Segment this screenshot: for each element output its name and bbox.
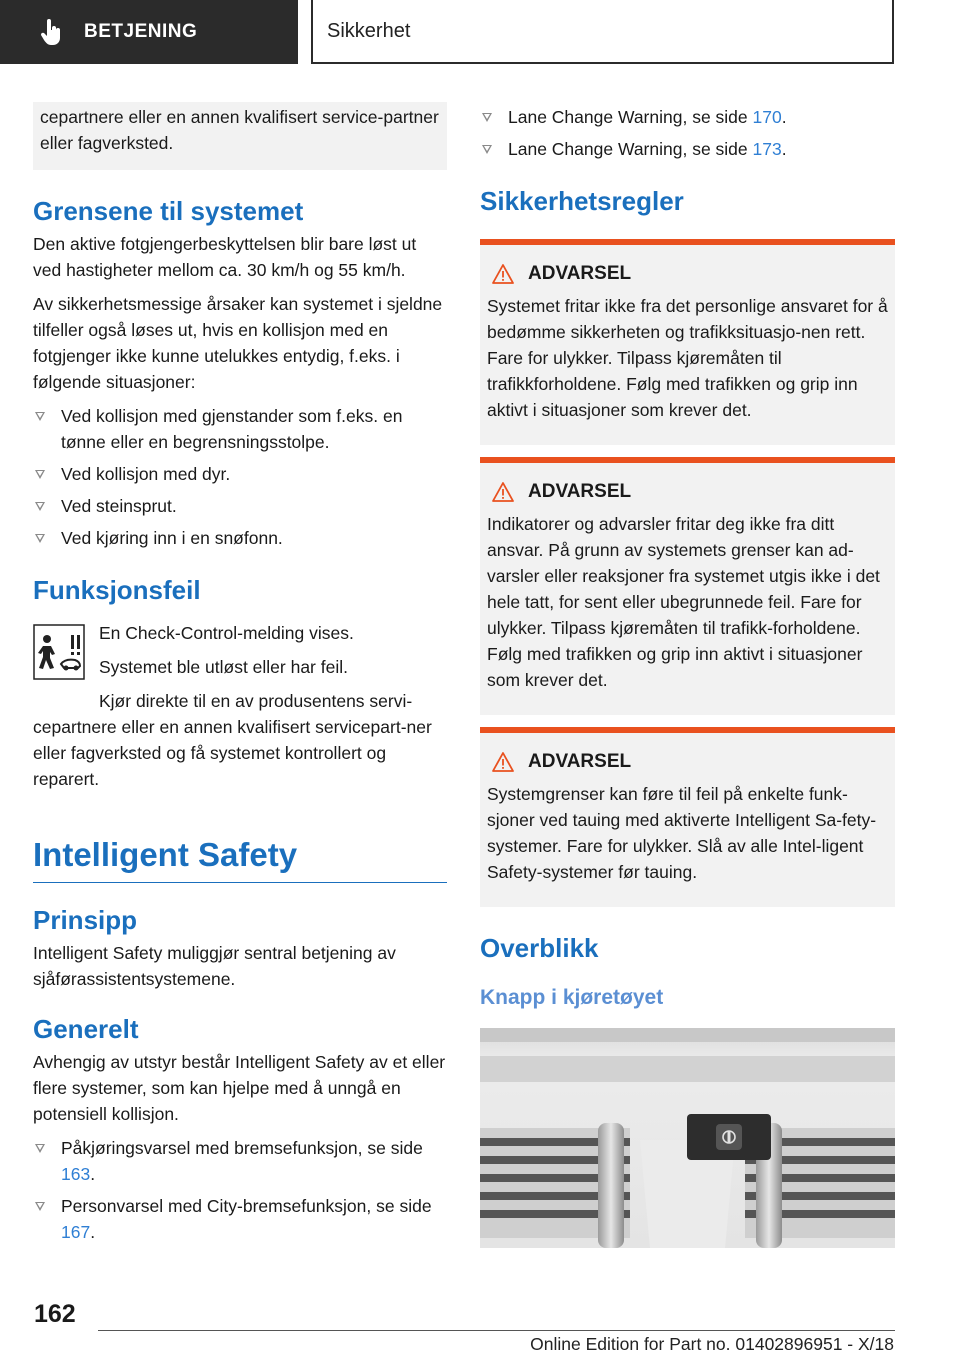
warning-triangle-icon: [492, 482, 514, 502]
vehicle-button-photo: [480, 1028, 895, 1248]
warning-title: ADVARSEL: [528, 751, 632, 772]
bullet-triangle-icon: [482, 145, 492, 154]
list-item: Ved kollisjon med dyr.: [33, 461, 447, 487]
warning-title: ADVARSEL: [528, 481, 632, 502]
principle-heading: Prinsipp: [33, 905, 138, 935]
fault-paragraph-1: En Check-Control-melding vises.: [99, 623, 354, 643]
principle-paragraph: Intelligent Safety muliggjør sentral betjening av sjåførassistentsystemene.: [33, 943, 396, 989]
warning-box: [480, 239, 895, 445]
list-item: Ved kjøring inn i en snøfonn.: [33, 525, 447, 551]
page-number: 162: [34, 1300, 76, 1328]
hand-pointer-icon: [40, 19, 64, 45]
safety-heading: Sikkerhetsregler: [480, 186, 684, 216]
limits-list: [33, 403, 447, 551]
bullet-triangle-icon: [35, 534, 45, 543]
pedestrian-warning-icon: [33, 624, 85, 680]
bullet-triangle-icon: [35, 502, 45, 511]
chapter-label: BETJENING: [84, 21, 198, 42]
list-item: Ved kollisjon med gjenstander som f.eks. en tønne eller en begrensningsstolpe.: [33, 403, 447, 455]
bullet-triangle-icon: [35, 470, 45, 479]
list-item: Ved steinsprut.: [33, 493, 447, 519]
limits-heading: Grensene til systemet: [33, 196, 304, 226]
section-header: [311, 0, 894, 64]
edition-text: Online Edition for Part no. 01402896951 - X/18: [530, 1334, 894, 1354]
general-heading: Generelt: [33, 1014, 139, 1044]
page-link[interactable]: 163: [61, 1164, 91, 1184]
limits-paragraph-2: Av sikkerhetsmessige årsaker kan systemet i sjeldne tilfeller også løses ut, hvis en kollisjon med en fotgjenger ikke kunne utelukkes entydig, f.eks. i følgende situasjoner:: [33, 294, 443, 392]
warning-text: Systemet fritar ikke fra det personlige ansvaret for å bedømme sikkerheten og trafikksituasjo-nen rett. Fare for ulykker. Tilpass kjøremåten til trafikkforholdene. Følg med trafikken og grip inn aktivt i situasjoner som krever det.: [487, 296, 888, 420]
fault-paragraph-2: Systemet ble utløst eller har feil.: [99, 657, 348, 677]
warning-triangle-icon: [492, 264, 514, 284]
warning-triangle-icon: [492, 752, 514, 772]
right-column: [480, 102, 895, 1248]
warning-title: ADVARSEL: [528, 263, 632, 284]
bullet-triangle-icon: [35, 412, 45, 421]
section-label: Sikkerhet: [327, 19, 411, 42]
fault-heading: Funksjonsfeil: [33, 575, 201, 605]
limits-paragraph-1: Den aktive fotgjengerbeskyttelsen blir bare løst ut ved hastigheter mellom ca. 30 km/h og 55 km/h.: [33, 234, 417, 280]
continued-note-box: [33, 102, 447, 170]
fault-paragraph-3: Kjør direkte til en av produsentens servi-cepartnere eller en annen kvalifisert servicepart-ner eller fagverksted og få systemet kontrollert og reparert.: [33, 691, 432, 789]
list-item: Lane Change Warning, se side 173.: [480, 136, 895, 162]
page-link[interactable]: 167: [61, 1222, 91, 1242]
bullet-triangle-icon: [35, 1202, 45, 1211]
lane-change-list: [480, 104, 895, 162]
warning-box: [480, 727, 895, 907]
continued-text: cepartnere eller en annen kvalifisert service-partner eller fagverksted.: [40, 107, 439, 153]
warning-text: Indikatorer og advarsler fritar deg ikke fra ditt ansvar. På grunn av systemets grenser kan ad-varsler eller reaksjoner fra systemet utgis ikke i det hele tatt, for sent eller ubegrunnede feil. Fare for ulykker. Tilpass kjøremåten til trafikk-forholdene. Følg med trafikken og grip inn aktivt i situasjoner som krever det.: [487, 514, 880, 690]
footer-divider: [98, 1330, 895, 1331]
button-in-vehicle-heading: Knapp i kjøretøyet: [480, 986, 664, 1009]
overview-heading: Overblikk: [480, 933, 599, 963]
list-item: Lane Change Warning, se side 170.: [480, 104, 895, 130]
left-column: [33, 102, 447, 1245]
bullet-triangle-icon: [35, 1144, 45, 1153]
fault-section: [33, 620, 447, 792]
list-item: Personvarsel med City-bremsefunksjon, se side 167.: [33, 1193, 447, 1245]
chapter-title: Intelligent Safety: [33, 836, 447, 883]
warning-text: Systemgrenser kan føre til feil på enkelte funk-sjoner ved tauing med aktiverte Intelligent Sa-fety-systemer. Fare for ulykker. Slå av alle Intel-ligent Safety-systemer før tauing.: [487, 784, 877, 882]
page-link[interactable]: 173: [752, 139, 782, 159]
page-link[interactable]: 170: [752, 107, 782, 127]
general-list: [33, 1135, 447, 1245]
bullet-triangle-icon: [482, 113, 492, 122]
chapter-tab: [0, 0, 298, 64]
general-paragraph: Avhengig av utstyr består Intelligent Safety av et eller flere systemer, som kan hjelpe med å unngå en potensiell kollisjon.: [33, 1052, 446, 1124]
list-item: Påkjøringsvarsel med bremsefunksjon, se side 163.: [33, 1135, 447, 1187]
warning-box: [480, 457, 895, 715]
